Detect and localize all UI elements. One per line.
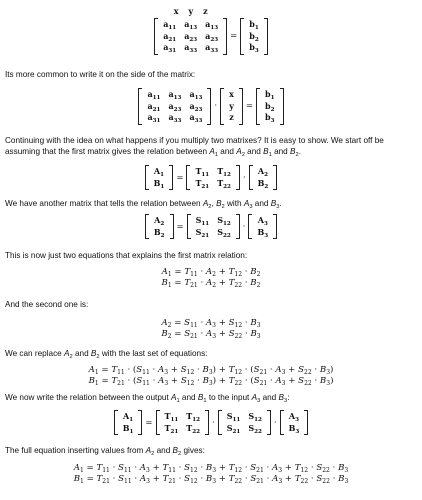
matrix-cell: $a_{11}$ bbox=[147, 89, 161, 101]
lhs-vector-cell: $B_1$ bbox=[153, 177, 165, 190]
vector-cell: z bbox=[229, 112, 234, 122]
matrix bbox=[156, 410, 210, 435]
coefficient-matrix bbox=[154, 18, 227, 55]
var-z: z bbox=[203, 6, 208, 16]
equations-second-relation bbox=[0, 318, 422, 340]
rhs-vector-cell: $A_2$ bbox=[257, 166, 269, 178]
matrix-cell: $a_{23}$ bbox=[189, 100, 203, 113]
matrix-cell: $T_{12}$ bbox=[217, 166, 231, 178]
dot-operator: · bbox=[214, 101, 218, 112]
matrix-equation-side bbox=[0, 88, 422, 125]
matrix-cell: $S_{11}$ bbox=[195, 215, 210, 227]
matrix-cell: $a_{13}$ bbox=[168, 89, 182, 101]
matrix-cell: $S_{12}$ bbox=[217, 215, 231, 227]
equations-full-expansion bbox=[0, 463, 422, 485]
vector-cell: y bbox=[229, 100, 234, 111]
rhs-vector bbox=[249, 165, 278, 190]
matrix-cell: $T_{12}$ bbox=[186, 411, 201, 423]
matrix-cell: $T_{21}$ bbox=[195, 177, 210, 190]
dot-operator: · bbox=[273, 417, 277, 428]
matrix-cell: $a_{31}$ bbox=[147, 112, 161, 124]
equals-sign: = bbox=[145, 417, 153, 428]
matrix-2-cell: $S_{11}$ bbox=[226, 411, 241, 423]
lhs-vector bbox=[114, 410, 143, 435]
vector-cell: $b_1$ bbox=[249, 19, 259, 31]
result-vector bbox=[256, 88, 284, 125]
equation-line: $B_1 = T_{21} \cdot A_2 + T_{22} \cdot B_2$ bbox=[161, 278, 261, 289]
vector-cell: $b_3$ bbox=[265, 112, 275, 124]
matrix-cell: $a_{33}$ bbox=[205, 42, 219, 54]
paragraph-7: We now write the relation between the output $A_1$ and $B_1$ to the input $A_3$ and $B_3$: bbox=[5, 393, 290, 404]
matrix bbox=[186, 165, 240, 190]
equation-line: $A_1 = T_{11} \cdot A_2 + T_{12} \cdot B_2$ bbox=[161, 267, 261, 278]
lhs-vector-cell: $A_1$ bbox=[123, 411, 134, 423]
matrix bbox=[187, 214, 240, 239]
paragraph-3: We have another matrix that tells the relation between $A_2$, $B_2$ with $A_3$ and $B_3$. bbox=[5, 199, 282, 210]
matrix-cell: $a_{23}$ bbox=[168, 100, 182, 113]
paragraph-1: Its more common to write it on the side of the matrix: bbox=[5, 70, 196, 79]
rhs-vector-cell: $B_3$ bbox=[288, 422, 300, 435]
paragraph-5: And the second one is: bbox=[5, 300, 89, 309]
equations-first-relation bbox=[0, 267, 422, 289]
matrix-cell: $a_{21}$ bbox=[147, 100, 161, 113]
matrix-cell: $S_{21}$ bbox=[195, 226, 210, 239]
rhs-vector-cell: $A_3$ bbox=[257, 215, 268, 227]
equals-sign: = bbox=[230, 31, 238, 42]
vector-cell: $b_3$ bbox=[249, 42, 259, 54]
relation-matrix-S bbox=[0, 214, 422, 239]
matrix-cell: $a_{33}$ bbox=[168, 112, 182, 124]
rhs-vector-cell: $B_2$ bbox=[257, 177, 269, 190]
dot-operator: · bbox=[242, 172, 246, 183]
equals-sign: = bbox=[245, 101, 254, 112]
relation-matrix-T bbox=[0, 165, 422, 190]
matrix-2-cell: $S_{22}$ bbox=[248, 422, 262, 435]
matrix-cell: $a_{23}$ bbox=[205, 30, 219, 43]
matrix-cell: $a_{33}$ bbox=[184, 42, 198, 54]
paragraph-2: Continuing with the idea on what happens if you multiply two matrixes? It is easy to show. We start off be assuming that the first matrix gives the relation between $A_1$ and $A_2$ and $B_1$ and $B_2$. bbox=[5, 136, 384, 158]
matrix-cell: $T_{22}$ bbox=[186, 422, 201, 435]
equals-sign: = bbox=[176, 172, 184, 183]
rhs-vector-cell: $A_3$ bbox=[288, 411, 299, 423]
equation-line: $B_1 = T_{21} \cdot S_{11} \cdot A_3 + T_{21} \cdot S_{12} \cdot B_3 + T_{22} \cdot S_{21} \cdot A_3 + T_{22} \cdot S_{22} \cdot B_3$ bbox=[73, 474, 349, 485]
matrix-cell: $T_{21}$ bbox=[164, 422, 179, 435]
matrix-2-cell: $S_{12}$ bbox=[248, 411, 262, 423]
matrix-cell: $a_{21}$ bbox=[163, 30, 177, 43]
vector-cell: $b_2$ bbox=[265, 100, 275, 113]
combined-matrix-relation bbox=[0, 410, 422, 435]
coefficient-matrix bbox=[138, 88, 211, 125]
equation-line: $A_1 = T_{11} \cdot S_{11} \cdot A_3 + T_{11} \cdot S_{12} \cdot B_3 + T_{12} \cdot S_{21} \cdot A_3 + T_{12} \cdot S_{22} \cdot B_3$ bbox=[73, 463, 349, 474]
matrix-equation-top bbox=[0, 6, 422, 55]
equations-substituted bbox=[0, 365, 422, 387]
paragraph-8: The full equation inserting values from $A_2$ and $B_2$ gives: bbox=[5, 446, 205, 457]
paragraph-6: We can replace $A_2$ and $B_2$ with the last set of equations: bbox=[5, 349, 208, 360]
lhs-vector-cell: $B_2$ bbox=[153, 226, 165, 239]
dot-operator: · bbox=[212, 417, 215, 428]
matrix-cell: $a_{33}$ bbox=[189, 112, 203, 124]
variable-vector bbox=[220, 88, 243, 125]
matrix-cell: $T_{11}$ bbox=[195, 166, 210, 178]
result-vector bbox=[240, 18, 268, 55]
matrix-cell: $a_{31}$ bbox=[163, 42, 177, 54]
equation-line: $B_2 = S_{21} \cdot A_3 + S_{22} \cdot B_3$ bbox=[161, 329, 261, 340]
equation-line: $A_1 = T_{11} \cdot (S_{11} \cdot A_3 + S_{12} \cdot B_3) + T_{12} \cdot (S_{21} \cdot A_3 + S_{22} \cdot B_3)$ bbox=[88, 365, 334, 376]
var-y: y bbox=[188, 6, 194, 16]
vector-cell: $b_1$ bbox=[265, 89, 275, 101]
lhs-vector-cell: $A_2$ bbox=[154, 215, 165, 227]
vector-cell: $b_2$ bbox=[249, 30, 259, 43]
matrix-2-cell: $S_{21}$ bbox=[226, 422, 241, 435]
variable-header bbox=[169, 6, 213, 16]
lhs-vector bbox=[145, 165, 174, 190]
rhs-vector bbox=[248, 214, 277, 239]
dot-operator: · bbox=[242, 221, 246, 232]
equation-line: $A_2 = S_{11} \cdot A_3 + S_{12} \cdot B_3$ bbox=[161, 318, 261, 329]
lhs-vector bbox=[145, 214, 174, 239]
matrix-cell: $T_{22}$ bbox=[217, 177, 231, 190]
matrix-cell: $S_{22}$ bbox=[217, 226, 231, 239]
paragraph-4: This is now just two equations that explains the first matrix relation: bbox=[5, 251, 248, 260]
lhs-vector-cell: $B_1$ bbox=[122, 422, 134, 435]
matrix-cell: $a_{23}$ bbox=[184, 30, 198, 43]
matrix-cell: $a_{13}$ bbox=[184, 19, 198, 31]
matrix-cell: $a_{13}$ bbox=[189, 89, 203, 101]
rhs-vector bbox=[280, 410, 309, 435]
equation-line: $B_1 = T_{21} \cdot (S_{11} \cdot A_3 + S_{12} \cdot B_3) + T_{22} \cdot (S_{21} \cdot A_3 + S_{22} \cdot B_3)$ bbox=[88, 376, 334, 387]
matrix-cell: $T_{11}$ bbox=[164, 411, 179, 423]
matrix-cell: $a_{11}$ bbox=[163, 19, 177, 31]
equals-sign: = bbox=[176, 221, 184, 232]
var-x: x bbox=[173, 6, 179, 16]
rhs-vector-cell: $B_3$ bbox=[257, 226, 269, 239]
matrix-2 bbox=[218, 410, 271, 435]
matrix-cell: $a_{13}$ bbox=[205, 19, 219, 31]
lhs-vector-cell: $A_1$ bbox=[153, 166, 165, 178]
vector-cell: x bbox=[229, 89, 234, 99]
